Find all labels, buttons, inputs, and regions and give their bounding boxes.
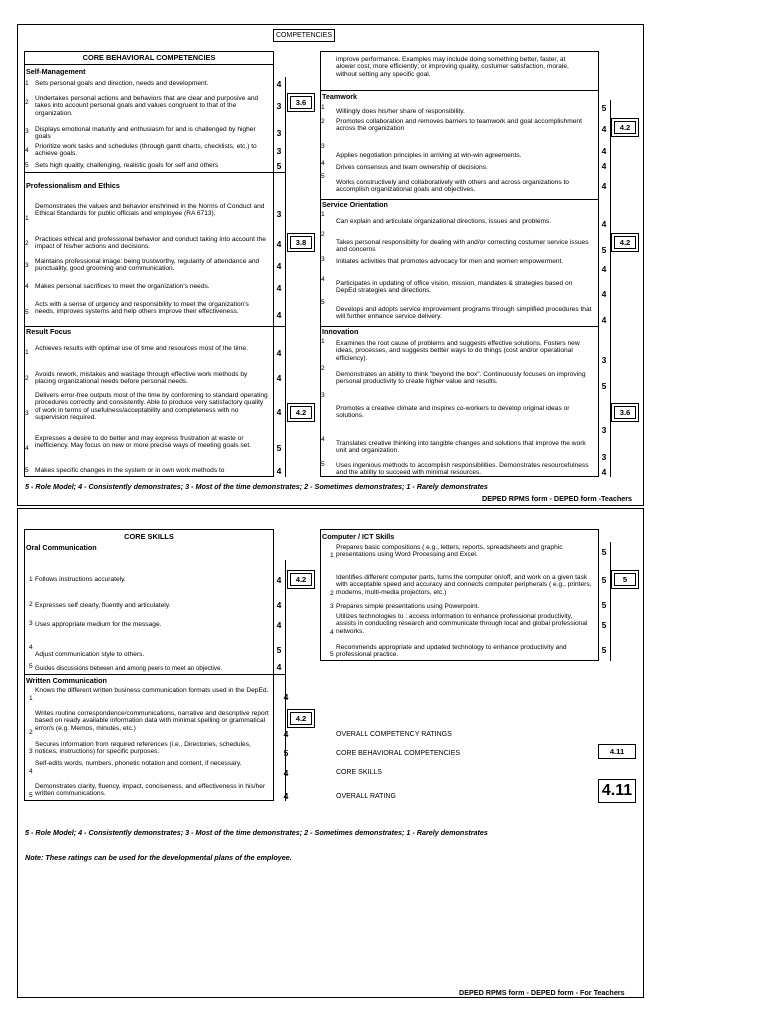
item-text: Writes routine correspondence/communications, narrative and descriptive report based on ready available information data with minimal spelling or grammatical error/s (e.g. Memos, minutes, etc.) (35, 710, 269, 732)
item-text: Applies negotiation principles in arriving at win-win agreements. (336, 152, 522, 159)
overall-rating-value: 4.11 (601, 782, 633, 799)
item-num: 2 (29, 601, 33, 608)
innovation-score: 3.6 (614, 406, 636, 419)
item-text: Examines the root cause of problems and suggests effective solutions. Fosters new ideas, processes, and suggests bettter ways to do things (cost and/or operational efficiency). (336, 340, 580, 362)
item-rating: 5 (601, 600, 607, 610)
item-rating: 4 (276, 348, 282, 358)
item-num: 5 (25, 467, 29, 474)
ict-skills-score: 5 (614, 573, 636, 586)
item-num: 4 (321, 436, 325, 443)
item-num: 2 (330, 590, 334, 597)
item-num: 5 (321, 173, 325, 180)
item-rating: 4 (601, 467, 607, 477)
item-num: 1 (25, 80, 29, 87)
item-num: 3 (25, 262, 29, 269)
item-text: Maintains professional image: being trustworthy, regularity of attendance and punctuality, good grooming and communication. (35, 258, 260, 273)
cbc-overall-label: CORE BEHAVIORAL COMPETENCIES (336, 750, 461, 757)
item-rating: 4 (601, 264, 607, 274)
item-num: 3 (321, 143, 325, 150)
item-text: Practices ethical and professional behavior and conduct taking into account the impact of his/her actions and decisions. (35, 236, 266, 251)
group-result-focus: Result Focus (26, 327, 72, 336)
overall-rating-label: OVERALL RATING (336, 793, 396, 800)
item-text: Demonstrates the values and behavior enshrined in the Norms of Conduct and Ethical Standards for public officials and employee (RA 6713). (35, 203, 265, 218)
divider (24, 674, 286, 675)
item-text: Participates in updating of office vision, mission, mandates & strategies based on DepEd strategies and directions. (336, 280, 573, 295)
item-num: 1 (25, 349, 29, 356)
item-text: Delivers error-free outputs most of the time by conforming to standard operating procedures correctly and consistently. Able to produce very satisfactory quality of work in terms of usefulness/acceptability and completeness with no supervision required. (35, 392, 268, 422)
item-num: 1 (29, 576, 33, 583)
item-rating: 4 (276, 620, 282, 630)
item-text: Expresses self clearly, fluently and articulately. (35, 602, 171, 609)
item-text: Uses ingenious methods to accomplish responsibilities. Demonstrates resourcefulness and the ability to succeed with minimal resources. (336, 462, 589, 477)
item-num: 2 (25, 240, 29, 247)
item-text: Utilizes technologies to : access information to enhance professional productivity, assists in conducting research and communicate through local and global professional networks. (336, 613, 588, 635)
item-rating: 5 (601, 381, 607, 391)
item-num: 4 (321, 276, 325, 283)
item-num: 3 (29, 620, 33, 627)
item-rating: 4 (601, 124, 607, 134)
professionalism-score: 3.8 (290, 236, 312, 249)
divider (320, 90, 599, 91)
item-text: Initiates activities that promotes advocacy for men and women empowerment. (336, 258, 564, 265)
overall-ratings-heading: OVERALL COMPETENCY RATINGS (336, 731, 452, 738)
item-text: Makes personal sacrifices to meet the organization's needs. (35, 283, 210, 290)
item-rating: 4 (601, 161, 607, 171)
item-text: Promotes collaboration and removes barriers to teamwork and goal accomplishment across the organization (336, 118, 582, 133)
item-rating: 4 (283, 729, 289, 739)
result-focus-continued-text: improve performance. Examples may include doing something better, faster, at alower cost, more efficiently; or improving quality, costumer satisfaction, morale, without setting any specific goal. (336, 56, 569, 78)
item-text: Willingly does his/her share of responsibility. (336, 108, 465, 115)
item-text: Translates creative thinking into tangible changes and solutions that improve the work unit and organization. (336, 440, 586, 455)
item-text: Achieves results with optimal use of time and resources most of the time. (35, 345, 248, 352)
item-rating: 3 (276, 128, 282, 138)
form-footer: DEPED RPMS form - DEPED form -Teachers (482, 494, 633, 503)
item-num: 5 (330, 651, 334, 658)
item-rating: 4 (276, 373, 282, 383)
item-text: Develops and adopts service improvement programs through simplified procedures that will further enhance service delivery. (336, 306, 592, 321)
item-text: Follows instructions accurately. (35, 576, 126, 583)
form-footer: DEPED RPMS form - DEPED form - For Teachers (459, 988, 625, 997)
item-rating: 5 (601, 620, 607, 630)
item-rating: 5 (601, 103, 607, 113)
item-num: 3 (25, 128, 29, 135)
development-note: Note: These ratings can be used for the developmental plans of the employee. (25, 853, 292, 862)
item-rating: 4 (601, 289, 607, 299)
item-text: Prepares simple presentations using Powerpoint. (336, 603, 480, 610)
cbc-overall-value: 4.11 (598, 744, 636, 759)
item-num: 1 (330, 552, 334, 559)
item-rating: 4 (276, 407, 282, 417)
item-text: Drives consensus and team ownership of decisions. (336, 164, 488, 171)
written-communication-score: 4.2 (290, 712, 312, 725)
item-num: 4 (25, 283, 29, 290)
group-oral-communication: Oral Communication (26, 543, 97, 552)
item-num: 2 (321, 231, 325, 238)
item-rating: 3 (601, 425, 607, 435)
left-rating-column (273, 560, 286, 801)
group-written-communication: Written Communication (26, 676, 107, 685)
item-text: Prepares basic compositions ( e.g., letters, reports, spreadsheets and graphic presentations using Word Processing and Excel. (336, 544, 563, 559)
item-rating: 3 (601, 355, 607, 365)
core-skills-heading: CORE SKILLS (124, 532, 174, 541)
rating-legend: 5 - Role Model; 4 - Consistently demonstrates; 3 - Most of the time demonstrates; 2 - Sometimes demonstrates; 1 - Rarely demonstrates (25, 482, 488, 491)
item-rating: 4 (283, 791, 289, 801)
teamwork-score: 4.2 (614, 121, 636, 134)
item-text: Identifies different computer parts, turns the computer on/off, and work on a given task with acceptable speed and accuracy and connects computer peripherals ( e.g., printers, modems, multi-media projectors, etc.) (336, 574, 592, 596)
group-professionalism-ethics: Professionalism and Ethics (26, 181, 120, 190)
item-rating: 4 (601, 219, 607, 229)
item-num: 4 (25, 147, 29, 154)
item-rating: 5 (601, 547, 607, 557)
self-management-score: 3.6 (290, 96, 312, 109)
item-rating: 4 (276, 310, 282, 320)
item-num: 1 (321, 338, 325, 345)
item-text: Demonstrates an ability to think "beyond the box". Continuously focuses on improving personal productivity to create higher value and results. (336, 371, 586, 386)
item-num: 1 (25, 215, 29, 222)
item-rating: 3 (276, 146, 282, 156)
item-num: 5 (321, 299, 325, 306)
item-num: 3 (25, 410, 29, 417)
item-text: Can explain and articulate organizational directions, issues and problems. (336, 218, 552, 225)
competencies-title-text: COMPETENCIES (275, 32, 332, 39)
group-self-management: Self-Management (26, 67, 86, 76)
oral-communication-score: 4.2 (290, 573, 312, 586)
result-focus-score: 4.2 (290, 406, 312, 419)
item-num: 5 (29, 663, 33, 670)
item-text: Prioritize work tasks and schedules (through gantt charts, checklists, etc.) to achieve goals. (35, 143, 257, 158)
service-orientation-score: 4.2 (614, 236, 636, 249)
item-num: 4 (29, 768, 33, 775)
item-rating: 4 (276, 575, 282, 585)
item-rating: 4 (283, 692, 289, 702)
item-num: 1 (29, 695, 33, 702)
item-rating: 4 (283, 768, 289, 778)
item-num: 2 (25, 375, 29, 382)
item-num: 4 (29, 644, 33, 651)
item-rating: 4 (276, 261, 282, 271)
item-text: Expresses a desire to do better and may express frustration at waste or inefficiency. May focus on new or more precise ways of meeting goals set. (35, 435, 251, 450)
item-rating: 4 (601, 146, 607, 156)
item-num: 3 (330, 603, 334, 610)
group-computer-ict-skills: Computer / ICT Skills (322, 532, 395, 541)
core-skills-overall-label: CORE SKILLS (336, 769, 382, 776)
item-num: 3 (321, 256, 325, 263)
item-num: 2 (25, 99, 29, 106)
item-num: 5 (321, 461, 325, 468)
item-rating: 4 (276, 79, 282, 89)
overall-rating-box (598, 779, 636, 803)
group-service-orientation: Service Orientation (322, 200, 388, 209)
item-rating: 4 (276, 239, 282, 249)
core-behavioral-heading: CORE BEHAVIORAL COMPETENCIES (82, 53, 216, 62)
item-rating: 4 (601, 181, 607, 191)
item-rating: 5 (276, 443, 282, 453)
item-num: 1 (321, 211, 325, 218)
item-text: Sets personal goals and direction, needs and development. (35, 80, 209, 87)
item-text: Knows the different written business communication formats used in the DepEd. (35, 687, 269, 694)
item-text: Avoids rework, mistakes and wastage through effective work methods by placing organizational needs before personal needs. (35, 371, 248, 386)
item-text: Adjust communication style to others. (35, 651, 145, 658)
item-rating: 5 (601, 645, 607, 655)
item-rating: 4 (276, 662, 282, 672)
item-rating: 4 (276, 283, 282, 293)
item-rating: 5 (276, 645, 282, 655)
item-num: 2 (321, 118, 325, 125)
item-rating: 4 (601, 315, 607, 325)
item-num: 4 (25, 445, 29, 452)
item-rating: 4 (276, 600, 282, 610)
item-num: 2 (321, 365, 325, 372)
item-rating: 3 (601, 452, 607, 462)
item-rating: 3 (276, 209, 282, 219)
item-num: 3 (29, 748, 33, 755)
item-text: Undertakes personal actions and behaviors that are clear and purposive and takes into account personal goals and values congruent to that of the organization. (35, 95, 259, 117)
item-rating: 3 (276, 101, 282, 111)
item-rating: 5 (601, 245, 607, 255)
item-num: 4 (330, 629, 334, 636)
item-text: Self-edits words, numbers, phonetic notation and content, if necessary. (35, 760, 242, 767)
item-text: Acts with a sense of urgency and responsibility to meet the organization's needs, improves systems and help others improve their effectiveness. (35, 301, 249, 316)
item-num: 5 (29, 792, 33, 799)
divider (320, 326, 599, 327)
item-text: Demonstrates clarity, fluency, impact, conciseness, and effectiveness in his/her written communications. (35, 783, 266, 798)
divider (24, 64, 274, 65)
item-rating: 5 (276, 161, 282, 171)
item-text: Works constructively and collaboratively with others and across organizations to accomplish organizational goals and objectives. (336, 179, 569, 194)
rating-legend: 5 - Role Model; 4 - Consistently demonstrates; 3 - Most of the time demonstrates; 2 - Sometimes demonstrates; 1 - Rarely demonstrates (25, 828, 488, 837)
item-num: 1 (321, 104, 325, 111)
item-text: Uses appropriate medium for the message. (35, 621, 162, 628)
item-text: Recommends appropriate and updated technology to enhance productivity and professional practice. (336, 644, 567, 659)
item-num: 2 (29, 729, 33, 736)
item-num: 5 (25, 162, 29, 169)
group-teamwork: Teamwork (322, 92, 358, 101)
item-rating: 5 (283, 748, 289, 758)
item-rating: 5 (601, 575, 607, 585)
item-text: Makes specific changes in the system or in own work methods to (35, 467, 225, 474)
item-num: 3 (321, 392, 325, 399)
item-text: Sets high quality, challenging, realistic goals for self and others (35, 162, 219, 169)
item-num: 5 (25, 309, 29, 316)
item-text: Displays emotional maturity and enthusiasm for and is challenged by higher goals (35, 126, 256, 141)
competencies-title (273, 29, 335, 42)
item-text: Guides discussions between and among peers to meet an objective. (35, 665, 223, 672)
divider (24, 172, 286, 173)
item-text: Promotes a creative climate and inspires co-workers to develop original ideas or solutions. (336, 405, 570, 420)
item-text: Secures information from required references (i.e., Directories, schedules, notices, instructions) for specific purposes. (35, 741, 251, 756)
item-rating: 4 (276, 466, 282, 476)
item-text: Takes personal responsibilty for dealing with and/or correcting costumer service issues and concerns (336, 239, 589, 254)
item-num: 4 (321, 160, 325, 167)
group-innovation: Innovation (322, 327, 359, 336)
